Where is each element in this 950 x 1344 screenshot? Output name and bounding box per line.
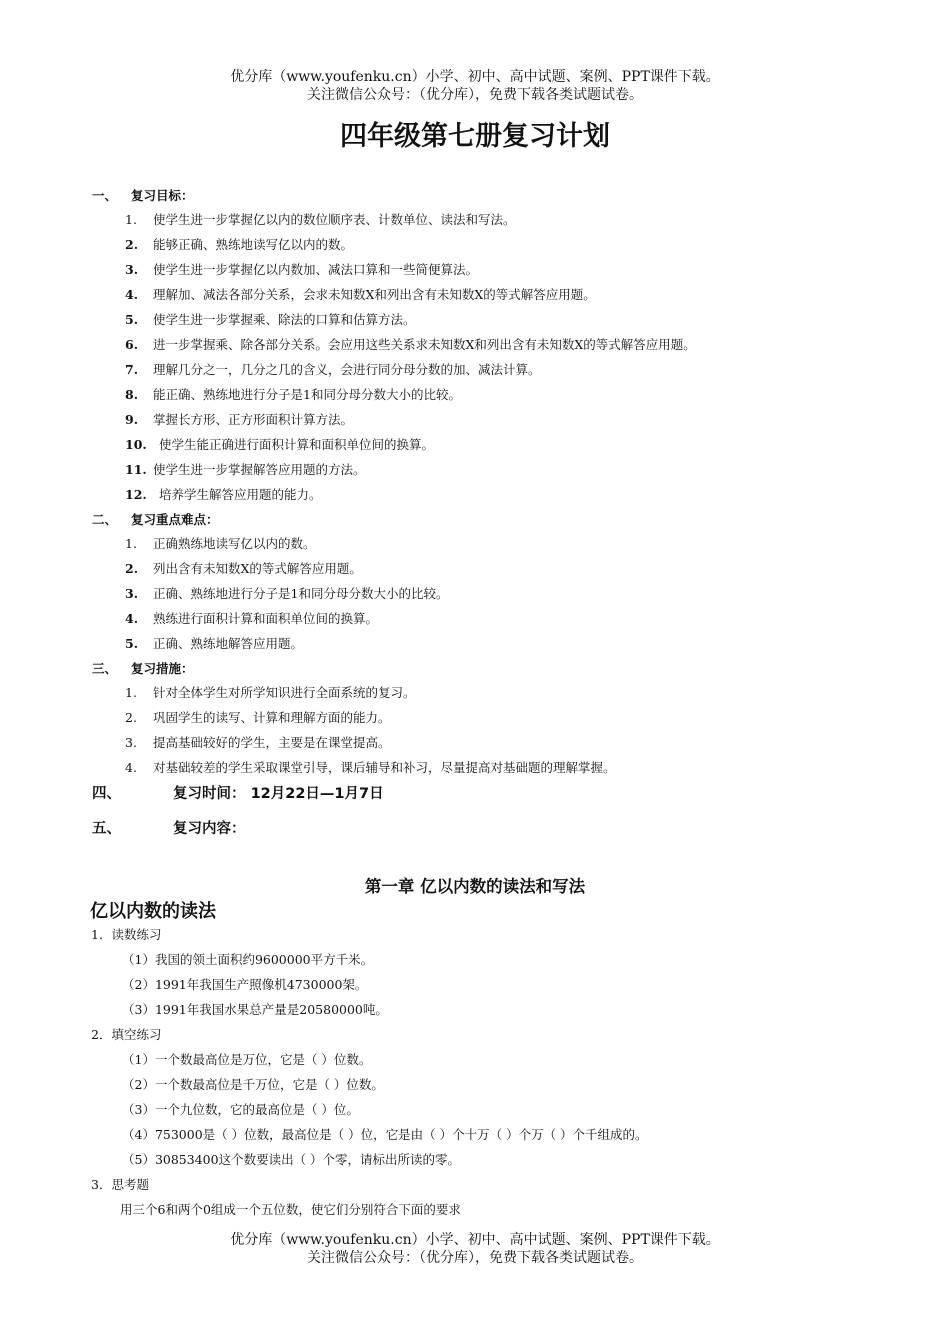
goal-item [125,310,416,328]
page-header-line2: 关注微信公众号：（优分库），免费下载各类试题试卷。 [307,87,643,103]
item-text: 能够正确、熟练地读写亿以内的数。 [153,237,354,252]
keypoint-item [125,534,316,552]
goal-item [125,260,478,278]
keypoint-item [125,609,378,627]
goal-item [125,385,461,403]
chapter-subtitle: 亿以内数的读法 [90,901,216,922]
measure-item [125,733,391,751]
item-number: 9. [125,412,139,427]
item-text: 使学生能正确进行面积计算和面积单位间的换算。 [159,437,435,452]
item-text: 针对全体学生对所学知识进行全面系统的复习。 [153,685,416,700]
goal-item [125,235,353,253]
exercise-label: 1．读数练习 [91,927,162,942]
section-measures-heading [92,659,194,677]
item-text: 正确熟练地读写亿以内的数。 [153,536,316,551]
exercise-label: 2．填空练习 [91,1027,162,1042]
item-number: 3. [125,586,139,601]
item-number: 7. [125,362,139,377]
item-number: 4. [125,760,137,775]
item-text: 掌握长方形、正方形面积计算方法。 [153,412,354,427]
review-time-value: 12月22日—1月7日 [250,786,384,802]
section-number: 四、 [92,786,121,802]
item-number: 5. [125,636,139,651]
exercise-item: （3）1991年我国水果总产量是20580000吨。 [122,1002,388,1017]
section-number: 二、 [92,512,118,527]
item-text: 进一步掌握乘、除各部分关系。会应用这些关系求未知数X和列出含有未知数X的等式解答应用题。 [153,337,696,352]
keypoint-item [125,559,362,577]
section-label: 复习重点难点： [131,512,219,527]
item-text: 熟练进行面积计算和面积单位间的换算。 [153,611,379,626]
item-number: 2. [125,561,139,576]
document-title: 四年级第七册复习计划 [340,121,610,152]
exercise-item: （2）一个数最高位是千万位，它是（ ）位数。 [122,1077,384,1092]
exercise-item: （3）一个九位数，它的最高位是（ ）位。 [122,1102,359,1117]
page-footer-line1: 优分库（www.youfenku.cn）小学、初中、高中试题、案例、PPT课件下载。 [230,1232,720,1248]
item-text: 理解几分之一，几分之几的含义，会进行同分母分数的加、减法计算。 [153,362,541,377]
item-text: 提高基础较好的学生，主要是在课堂提高。 [153,735,391,750]
item-number: 1. [125,212,137,227]
item-number: 2. [125,710,137,725]
section-label: 复习目标： [131,188,194,203]
item-text: 能正确、熟练地进行分子是1和同分母分数大小的比较。 [153,387,461,402]
goal-item [125,360,541,378]
exercise-item: 用三个6和两个0组成一个五位数，使它们分别符合下面的要求 [120,1202,461,1217]
exercise-item: （2）1991年我国生产照像机4730000架。 [122,977,368,992]
chapter-title: 第一章 亿以内数的读法和写法 [364,877,586,896]
item-text: 正确、熟练地解答应用题。 [153,636,304,651]
item-text: 使学生进一步掌握解答应用题的方法。 [153,462,366,477]
item-number: 4. [125,287,139,302]
goal-item [125,485,322,503]
goal-item [125,210,516,228]
section-number: 一、 [92,188,118,203]
item-number: 10. [125,437,147,452]
section-number: 三、 [92,661,118,676]
item-number: 11. [125,462,147,477]
item-text: 使学生进一步掌握乘、除法的口算和估算方法。 [153,312,416,327]
item-text: 培养学生解答应用题的能力。 [159,487,322,502]
item-text: 巩固学生的读写、计算和理解方面的能力。 [153,710,391,725]
keypoint-item [125,584,448,602]
item-number: 1. [125,536,137,551]
exercise-item: （5）30853400这个数要读出（ ）个零，请标出所读的零。 [122,1152,461,1167]
item-text: 正确、熟练地进行分子是1和同分母分数大小的比较。 [153,586,449,601]
goal-item [125,460,366,478]
item-number: 3. [125,735,137,750]
exercise-item: （1）一个数最高位是万位，它是（ ）位数。 [122,1052,372,1067]
section-number: 五、 [92,821,121,837]
item-text: 理解加、减法各部分关系，会求未知数X和列出含有未知数X的等式解答应用题。 [153,287,596,302]
measure-item [125,758,616,776]
item-number: 1. [125,685,137,700]
measure-item [125,708,391,726]
item-number: 6. [125,337,139,352]
page-footer-line2: 关注微信公众号：（优分库），免费下载各类试题试卷。 [307,1250,643,1266]
item-number: 5. [125,312,139,327]
section-keypoints-heading [92,510,219,528]
item-text: 使学生进一步掌握亿以内数加、减法口算和一些简便算法。 [153,262,479,277]
item-number: 3. [125,262,139,277]
section-label: 复习措施： [131,661,194,676]
goal-item [125,435,434,453]
item-text: 列出含有未知数X的等式解答应用题。 [153,561,362,576]
item-number: 4. [125,611,139,626]
item-number: 8. [125,387,139,402]
item-text: 使学生进一步掌握亿以内的数位顺序表、计数单位、读法和写法。 [153,212,516,227]
goal-item [125,335,696,353]
goal-item [125,285,596,303]
goal-item [125,410,353,428]
item-number: 2. [125,237,139,252]
exercise-item: （1）我国的领土面积约9600000平方千米。 [122,952,374,967]
page-header-line1: 优分库（www.youfenku.cn）小学、初中、高中试题、案例、PPT课件下载。 [230,69,720,85]
keypoint-item [125,634,303,652]
item-text: 对基础较差的学生采取课堂引导，课后辅导和补习，尽量提高对基础题的理解掌握。 [153,760,616,775]
section-time-heading [92,782,384,803]
section-label: 复习内容： [173,821,246,837]
measure-item [125,683,416,701]
section-content-heading [92,817,246,838]
item-number: 12. [125,487,147,502]
exercise-label: 3．思考题 [91,1177,149,1192]
section-goals-heading [92,186,194,204]
exercise-item: （4）753000是（ ）位数，最高位是（ ）位，它是由（ ）个十万（ ）个万（ ）个千组成的。 [122,1127,648,1142]
section-label: 复习时间： [173,786,246,802]
